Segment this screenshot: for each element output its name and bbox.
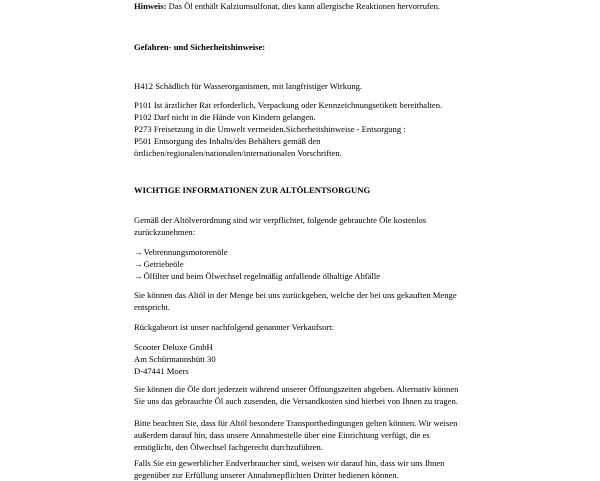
address-block — [134, 341, 494, 377]
return-paragraph: Sie können das Altöl in der Menge bei uns zurückgeben, welche der bei uns gekauften Menge entspricht. — [134, 290, 457, 312]
street: Am Schürmannshütt 30 — [134, 354, 216, 364]
precaution-statements — [134, 99, 494, 159]
company-name: Scooter Deluxe GmbH — [134, 342, 213, 352]
h412-statement: H412 Schädlich für Wasserorganismen, mit langfristiger Wirkung. — [134, 81, 363, 91]
precaution-line: örtlichen/regionalen/nationalen/internationalen Vorschriften. — [134, 148, 342, 158]
commercial-paragraph: Falls Sie ein gewerblicher Endverbraucher sind, weisen wir darauf hin, dass wir uns Ihnen gegenüber zur Erfüllung unserer Annahmepflichten Dritter bedienen können. — [134, 458, 445, 480]
city: D-47441 Moers — [134, 366, 189, 376]
arrow-icon: → — [134, 259, 143, 269]
precaution-line: P501 Entsorgung des Inhalts/des Behälters gemäß den — [134, 136, 321, 146]
hours-paragraph: Sie können die Öle dort jederzeit während unserer Öffnungszeiten abgeben. Alternativ können Sie uns das gebrauchte Öl auch zusenden, die Versandkosten sind hierbei von Ihnen zu tragen. — [134, 384, 459, 406]
list-item: →Getriebeöle — [134, 259, 184, 269]
arrow-icon: → — [134, 271, 143, 281]
disposal-heading: WICHTIGE INFORMATIONEN ZUR ALTÖLENTSORGUNG — [134, 185, 371, 195]
precaution-line: P101 Ist ärztlicher Rat erforderlich, Verpackung oder Kennzeichnungsetikett bereithalten. — [134, 100, 443, 110]
arrow-icon: → — [134, 247, 143, 257]
precaution-line: P273 Freisetzung in die Umwelt vermeiden.Sicherheitshinweise - Entsorgung : — [134, 124, 406, 134]
hazard-heading: Gefahren- und Sicherheitshinweise: — [134, 42, 266, 52]
list-item: →Vebrennungsmotorenöle — [134, 247, 228, 257]
hint-paragraph — [134, 0, 494, 12]
transport-paragraph: Bitte beachten Sie, dass für Altöl besondere Transportbedingungen gelten können. Wir weisen außerdem darauf hin, dass unsere Annahmestelle über eine Einrichtung verfügt, die es ermöglicht, den Ölwechsel fachgerecht durchzuführen. — [134, 418, 458, 452]
intro-paragraph: Gemäß der Altölverordnung sind wir verpflichtet, folgende gebrauchte Öle kostenlos zurückzunehmen: — [134, 215, 427, 237]
hint-text: Das Öl enthält Kalziumsulfonat, dies kann allergische Reaktionen hervorrufen. — [168, 1, 441, 11]
hint-label: Hinweis: — [134, 1, 167, 11]
precaution-line: P102 Darf nicht in die Hände von Kindern gelangen. — [134, 112, 316, 122]
oil-list — [134, 246, 494, 282]
list-item: →Ölfilter und beim Ölwechsel regelmäßig anfallende ölhaltige Abfälle — [134, 271, 381, 281]
return-place: Rückgabeort ist unser nachfolgend genannter Verkaufsort: — [134, 322, 335, 332]
